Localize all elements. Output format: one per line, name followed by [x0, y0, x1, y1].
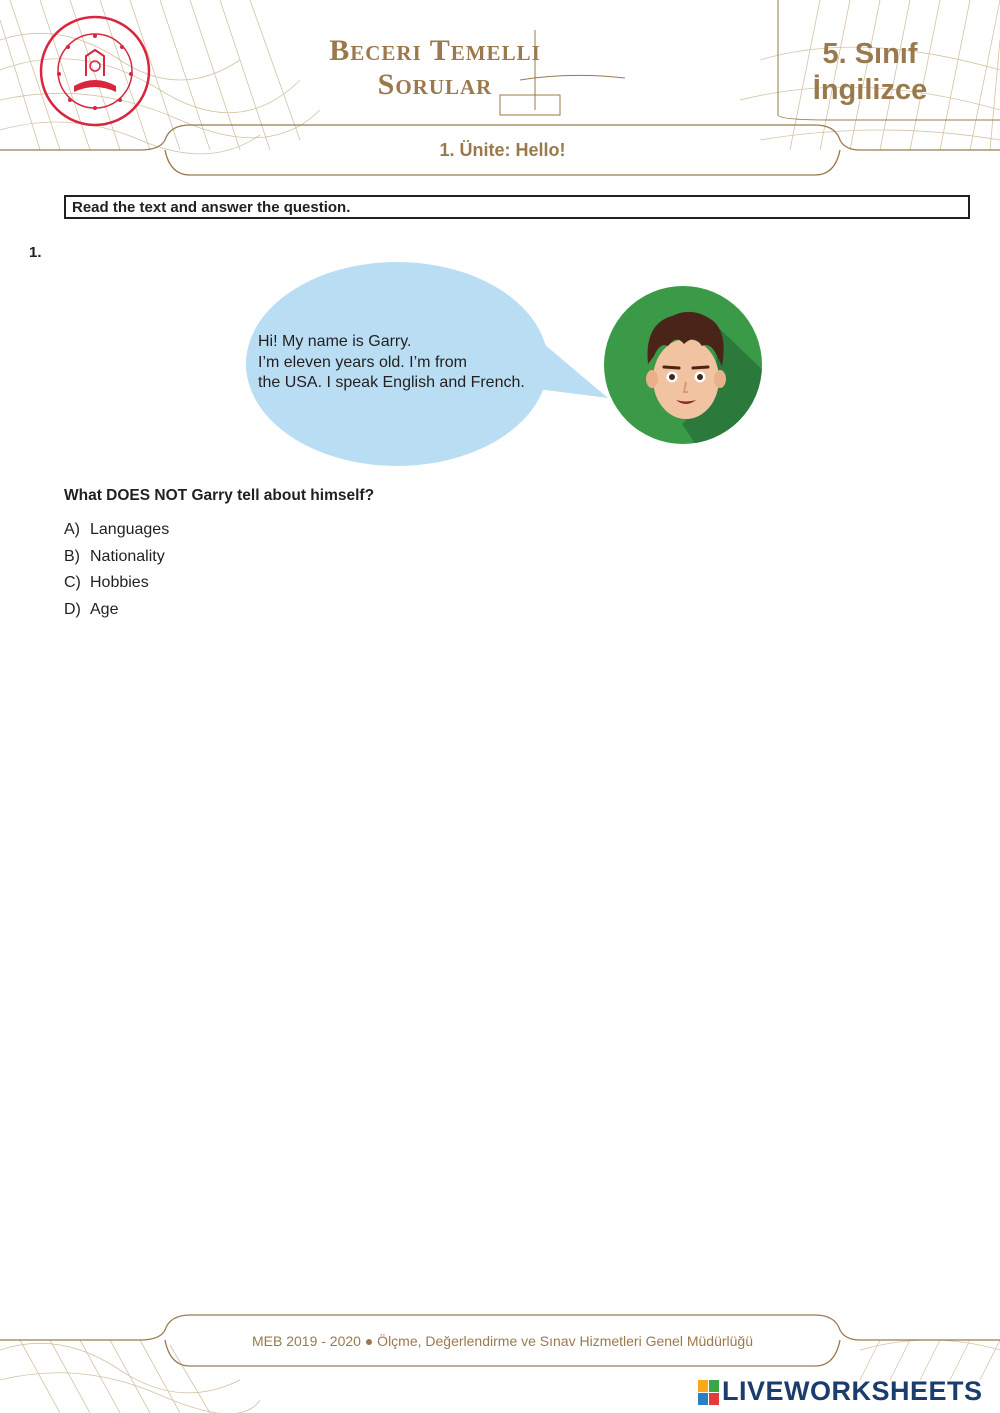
speech-text — [258, 332, 558, 394]
speech-line: Hi! My name is Garry. — [258, 333, 412, 350]
option-a[interactable] — [64, 520, 169, 547]
boy-avatar-icon — [602, 284, 764, 446]
grade-subject — [790, 36, 950, 108]
liveworksheets-watermark[interactable]: LIVEWORKSHEETS — [722, 1376, 983, 1406]
option-text: Hobbies — [90, 574, 149, 592]
option-d[interactable] — [64, 600, 169, 627]
grade-label: 5. Sınıf — [822, 38, 918, 70]
answer-options — [64, 520, 169, 626]
liveworksheets-logo-icon — [698, 1378, 720, 1408]
meb-seal-logo — [34, 14, 156, 128]
speech-line: the USA. I speak English and French. — [258, 374, 525, 391]
option-letter: A) — [64, 521, 80, 538]
question-number: 1. — [29, 244, 42, 261]
option-text: Nationality — [90, 547, 165, 565]
series-title — [300, 34, 570, 102]
option-text: Age — [90, 600, 119, 618]
series-title-line1: Beceri Temelli — [329, 34, 541, 67]
option-letter: D) — [64, 600, 81, 618]
subject-label: İngilizce — [812, 74, 928, 106]
option-letter: B) — [64, 547, 80, 565]
option-letter: C) — [64, 574, 81, 592]
speech-line: I’m eleven years old. I’m from — [258, 353, 467, 371]
series-title-line2: Sorular — [377, 68, 493, 101]
unit-title: 1. Ünite: Hello! — [439, 140, 566, 160]
question-prompt: What DOES NOT Garry tell about himself? — [64, 487, 375, 504]
option-text: Languages — [90, 521, 170, 538]
instruction-box: Read the text and answer the question. — [64, 195, 970, 219]
option-b[interactable] — [64, 547, 169, 574]
option-c[interactable] — [64, 573, 169, 600]
footer-credit: MEB 2019 - 2020 ● Ölçme, Değerlendirme ve Sınav Hizmetleri Genel Müdürlüğü — [251, 1333, 753, 1349]
